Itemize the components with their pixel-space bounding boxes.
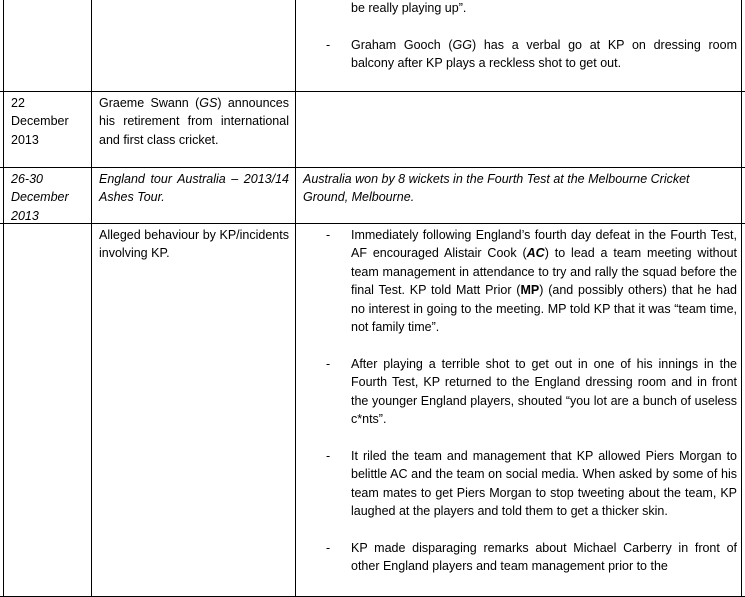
event-cell: England tour Australia – 2013/14 Ashes Tour. xyxy=(99,172,289,205)
bullet-item: - Graham Gooch (GG) has a verbal go at KP on dressing room balcony after KP plays a reckless shot to get out. xyxy=(326,37,737,71)
table-row xyxy=(0,168,745,224)
date-cell: 26-30 December 2013 xyxy=(11,172,69,223)
table-row xyxy=(0,0,745,92)
bullet-item: - Immediately following England’s fourth day defeat in the Fourth Test, AF encouraged Alistair Cook (AC) to lead a team meeting without team management in attendance to try and rally the squad before the final Test. KP told Matt Prior (MP) (and possibly others) that he had no interest in going to the meeting. MP told KP that it was “team time, not family time”. xyxy=(326,228,737,335)
bullet-continuation: be really playing up”. xyxy=(351,1,467,15)
table-row xyxy=(0,224,745,597)
detail-cell xyxy=(303,226,737,576)
bullet-item: - After playing a terrible shot to get out in one of his innings in the Fourth Test, KP returned to the England dressing room and in front the younger England players, shouted “you lot are a bunch of useless c*nts”. xyxy=(326,356,737,427)
event-cell: Graeme Swann (GS) announces his retirement from international and first class cricket. xyxy=(99,96,289,147)
bullet-item: - It riled the team and management that KP allowed Piers Morgan to belittle AC and the team on social media. When asked by some of his team mates to get Piers Morgan to stop tweeting about the team, KP laughed at the players and told them to get a thicker skin. xyxy=(326,448,737,519)
event-cell: Alleged behaviour by KP/incidents involving KP. xyxy=(99,228,289,261)
table-row xyxy=(0,92,745,168)
detail-cell xyxy=(303,0,737,73)
date-cell: 22 December 2013 xyxy=(11,96,69,147)
bullet-item: - KP made disparaging remarks about Michael Carberry in front of other England players and team management prior to the xyxy=(326,540,737,574)
detail-cell: Australia won by 8 wickets in the Fourth Test at the Melbourne Cricket Ground, Melbourne. xyxy=(303,172,690,205)
